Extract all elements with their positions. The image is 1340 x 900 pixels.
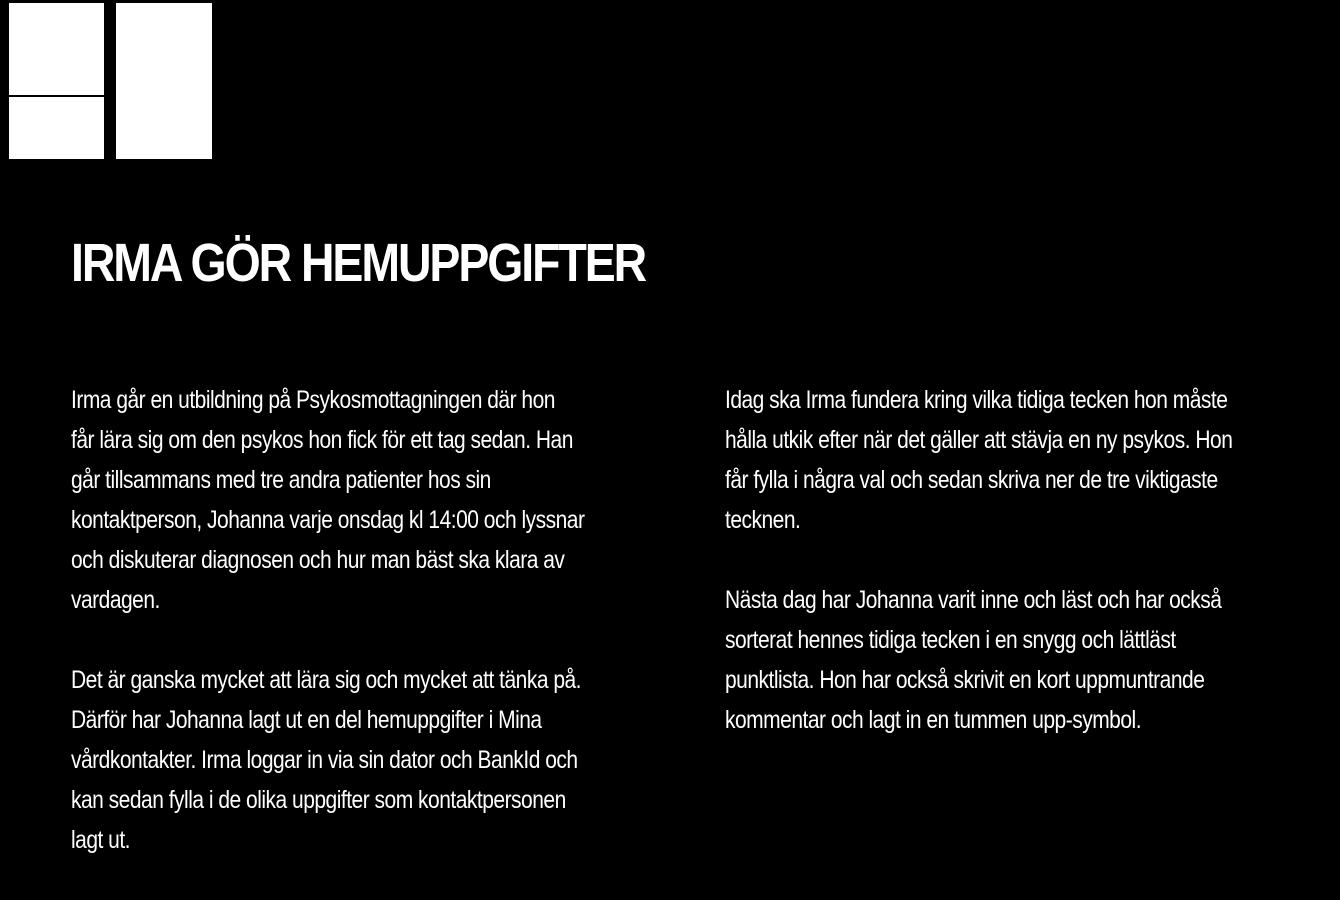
right-paragraph-1: Idag ska Irma fundera kring vilka tidiga tecken hon måste hålla utkik efter när det gäller att stävja en ny psykos. Hon får fylla i några val och sedan skriva ner de tre viktigaste tecknen. [725,386,1233,534]
left-paragraph-2: Det är ganska mycket att lära sig och mycket att tänka på. Därför har Johanna lagt ut en del hemuppgifter i Mina vårdkontakter. Irma loggar in via sin dator och BankId och kan sedan fylla i de olika uppgifter som kontaktpersonen lagt ut. [71,666,582,854]
page-title: IRMA GÖR HEMUPPGIFTER [71,233,646,293]
left-text-column [71,380,671,900]
logo-block-left [9,3,104,159]
logo-block-right [116,3,212,159]
left-paragraph-1: Irma går en utbildning på Psykosmottagningen där hon får lära sig om den psykos hon fick för ett tag sedan. Han går tillsammans med tre andra patienter hos sin kontaktperson, Johanna varje onsdag kl 14:00 och lyssnar och diskuterar diagnosen och hur man bäst ska klara av vardagen. [71,386,585,614]
logo-divider-line [9,95,104,97]
right-text-column [725,380,1325,780]
right-paragraph-2: Nästa dag har Johanna varit inne och läst och har också sorterat hennes tidiga tecken i en snygg och lättläst punktlista. Hon har också skrivit en kort uppmuntrande kommentar och lagt in en tummen upp-symbol. [725,586,1222,734]
